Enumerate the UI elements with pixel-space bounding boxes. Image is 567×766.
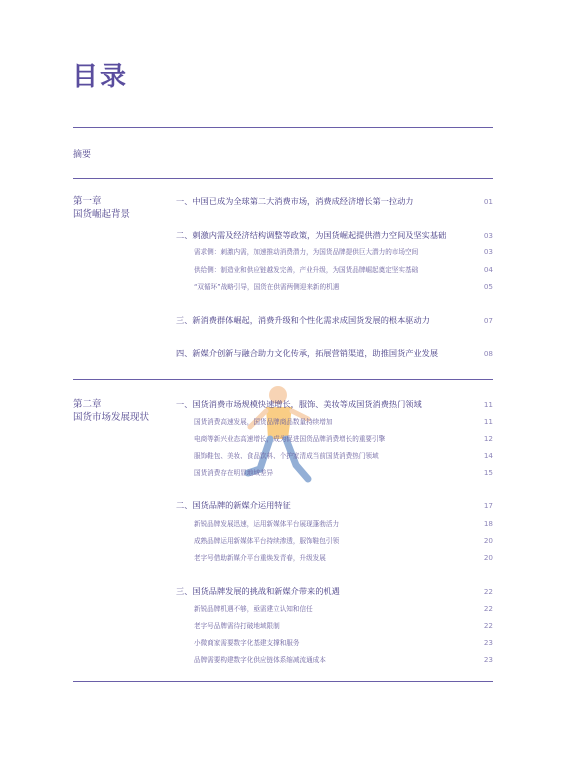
divider-top — [73, 127, 493, 128]
toc-entry-page: 11 — [483, 400, 493, 409]
toc-summary[interactable]: 摘要 — [73, 150, 92, 160]
divider-summary — [73, 178, 493, 179]
toc-entry-text: 新锐品牌机遇不够，亟需建立认知和信任 — [194, 605, 313, 613]
toc-entry-text: 国货消费存在明显地域差异 — [194, 469, 274, 477]
chapter-2-title: 国货市场发展现状 — [73, 412, 150, 423]
toc-entry-page: 22 — [483, 604, 493, 613]
toc-entry-page: 12 — [483, 434, 493, 443]
toc-subentry[interactable] — [176, 416, 493, 426]
chapter-1-title: 国货崛起背景 — [73, 209, 131, 220]
toc-entry-page: 17 — [483, 501, 493, 510]
divider-chapter-1 — [73, 379, 493, 380]
toc-entry-text: 品牌需要构建数字化供应链体系缩减流通成本 — [194, 656, 326, 664]
toc-entry-page: 14 — [483, 451, 493, 460]
toc-subentry[interactable] — [176, 281, 493, 291]
toc-entry[interactable] — [176, 399, 493, 410]
toc-subentry[interactable] — [176, 450, 493, 460]
toc-entry-text: “双循环”战略引导，国货在供需两侧迎来新的机遇 — [194, 283, 340, 291]
toc-entry-page: 08 — [483, 349, 493, 358]
toc-entry-text: 老字号品牌需待打破地域限制 — [194, 622, 280, 630]
toc-entry-text: 二、刺激内需及经济结构调整等政策，为国货崛起提供潜力空间及坚实基础 — [176, 230, 447, 240]
chapter-2-number: 第二章 — [73, 399, 102, 410]
toc-entry[interactable] — [176, 500, 493, 511]
toc-entry-text: 国货消费高速发展，国货品牌商品数量持续增加 — [194, 418, 333, 426]
toc-entry-page: 11 — [483, 417, 493, 426]
toc-entry-text: 三、新消费群体崛起，消费升级和个性化需求成国货发展的根本驱动力 — [176, 315, 430, 325]
page-title: 目录 — [72, 62, 129, 92]
toc-subentry[interactable] — [176, 467, 493, 477]
toc-entry-page: 05 — [483, 282, 493, 291]
toc-entry-text: 二、国货品牌的新媒介运用特征 — [176, 500, 291, 510]
toc-entry-page: 04 — [483, 265, 493, 274]
toc-entry-text: 需求侧：刺激内需，加速推动消费潜力，为国货品牌提供巨大潜力的市场空间 — [194, 248, 419, 256]
toc-entry-page: 23 — [483, 655, 493, 664]
toc-subentry[interactable] — [176, 518, 493, 528]
toc-entry-page: 07 — [483, 316, 493, 325]
toc-entry[interactable] — [176, 196, 493, 207]
toc-entry-page: 18 — [483, 519, 493, 528]
toc-entry-text: 成熟品牌运用新媒体平台持续渗透，服饰鞋包引领 — [194, 537, 340, 545]
chapter-1-number: 第一章 — [73, 196, 102, 207]
toc-entry-text: 四、新媒介创新与融合助力文化传承，拓展营销渠道，助推国货产业发展 — [176, 348, 439, 358]
toc-entry-page: 22 — [483, 587, 493, 596]
toc-entry[interactable] — [176, 230, 493, 241]
toc-subentry[interactable] — [176, 552, 493, 562]
toc-entry-page: 20 — [483, 553, 493, 562]
toc-entry-text: 一、中国已成为全球第二大消费市场，消费成经济增长第一拉动力 — [176, 196, 414, 206]
toc-entry-page: 01 — [483, 197, 493, 206]
toc-subentry[interactable] — [176, 246, 493, 256]
toc-subentry[interactable] — [176, 654, 493, 664]
toc-subentry[interactable] — [176, 433, 493, 443]
toc-subentry[interactable] — [176, 637, 493, 647]
toc-subentry[interactable] — [176, 603, 493, 613]
toc-subentry[interactable] — [176, 264, 493, 274]
toc-entry-page: 03 — [483, 247, 493, 256]
toc-subentry[interactable] — [176, 535, 493, 545]
toc-entry-text: 供给侧：制造业和供应链越发完善，产业升级，为国货品牌崛起奠定坚实基础 — [194, 266, 419, 274]
divider-bottom — [73, 681, 493, 682]
toc-entry-page: 22 — [483, 621, 493, 630]
toc-entry-page: 23 — [483, 638, 493, 647]
toc-entry-text: 一、国货消费市场规模快速增长，服饰、美妆等成国货消费热门领域 — [176, 399, 422, 409]
toc-entry-text: 三、国货品牌发展的挑战和新媒介带来的机遇 — [176, 586, 340, 596]
toc-entry-text: 服饰鞋包、美妆、食品饮料、个护家清成当前国货消费热门领域 — [194, 452, 379, 460]
toc-entry-text: 小微商家需要数字化基建支撑和服务 — [194, 639, 300, 647]
chapter-2-heading[interactable] — [73, 398, 149, 424]
toc-entry-page: 03 — [483, 231, 493, 240]
toc-entry-page: 15 — [483, 468, 493, 477]
toc-entry-page: 20 — [483, 536, 493, 545]
toc-subentry[interactable] — [176, 620, 493, 630]
toc-entry[interactable] — [176, 315, 493, 326]
toc-entry-text: 新锐品牌发展迅速，运用新媒体平台展现蓬勃活力 — [194, 520, 340, 528]
toc-entry-text: 老字号借助新媒介平台重焕发青春，升级发展 — [194, 554, 326, 562]
toc-entry-text: 电商等新兴业态高速增长，成为促进国货品牌消费增长的重要引擎 — [194, 435, 386, 443]
toc-entry[interactable] — [176, 586, 493, 597]
chapter-1-heading[interactable] — [73, 195, 130, 221]
toc-entry[interactable] — [176, 348, 493, 359]
